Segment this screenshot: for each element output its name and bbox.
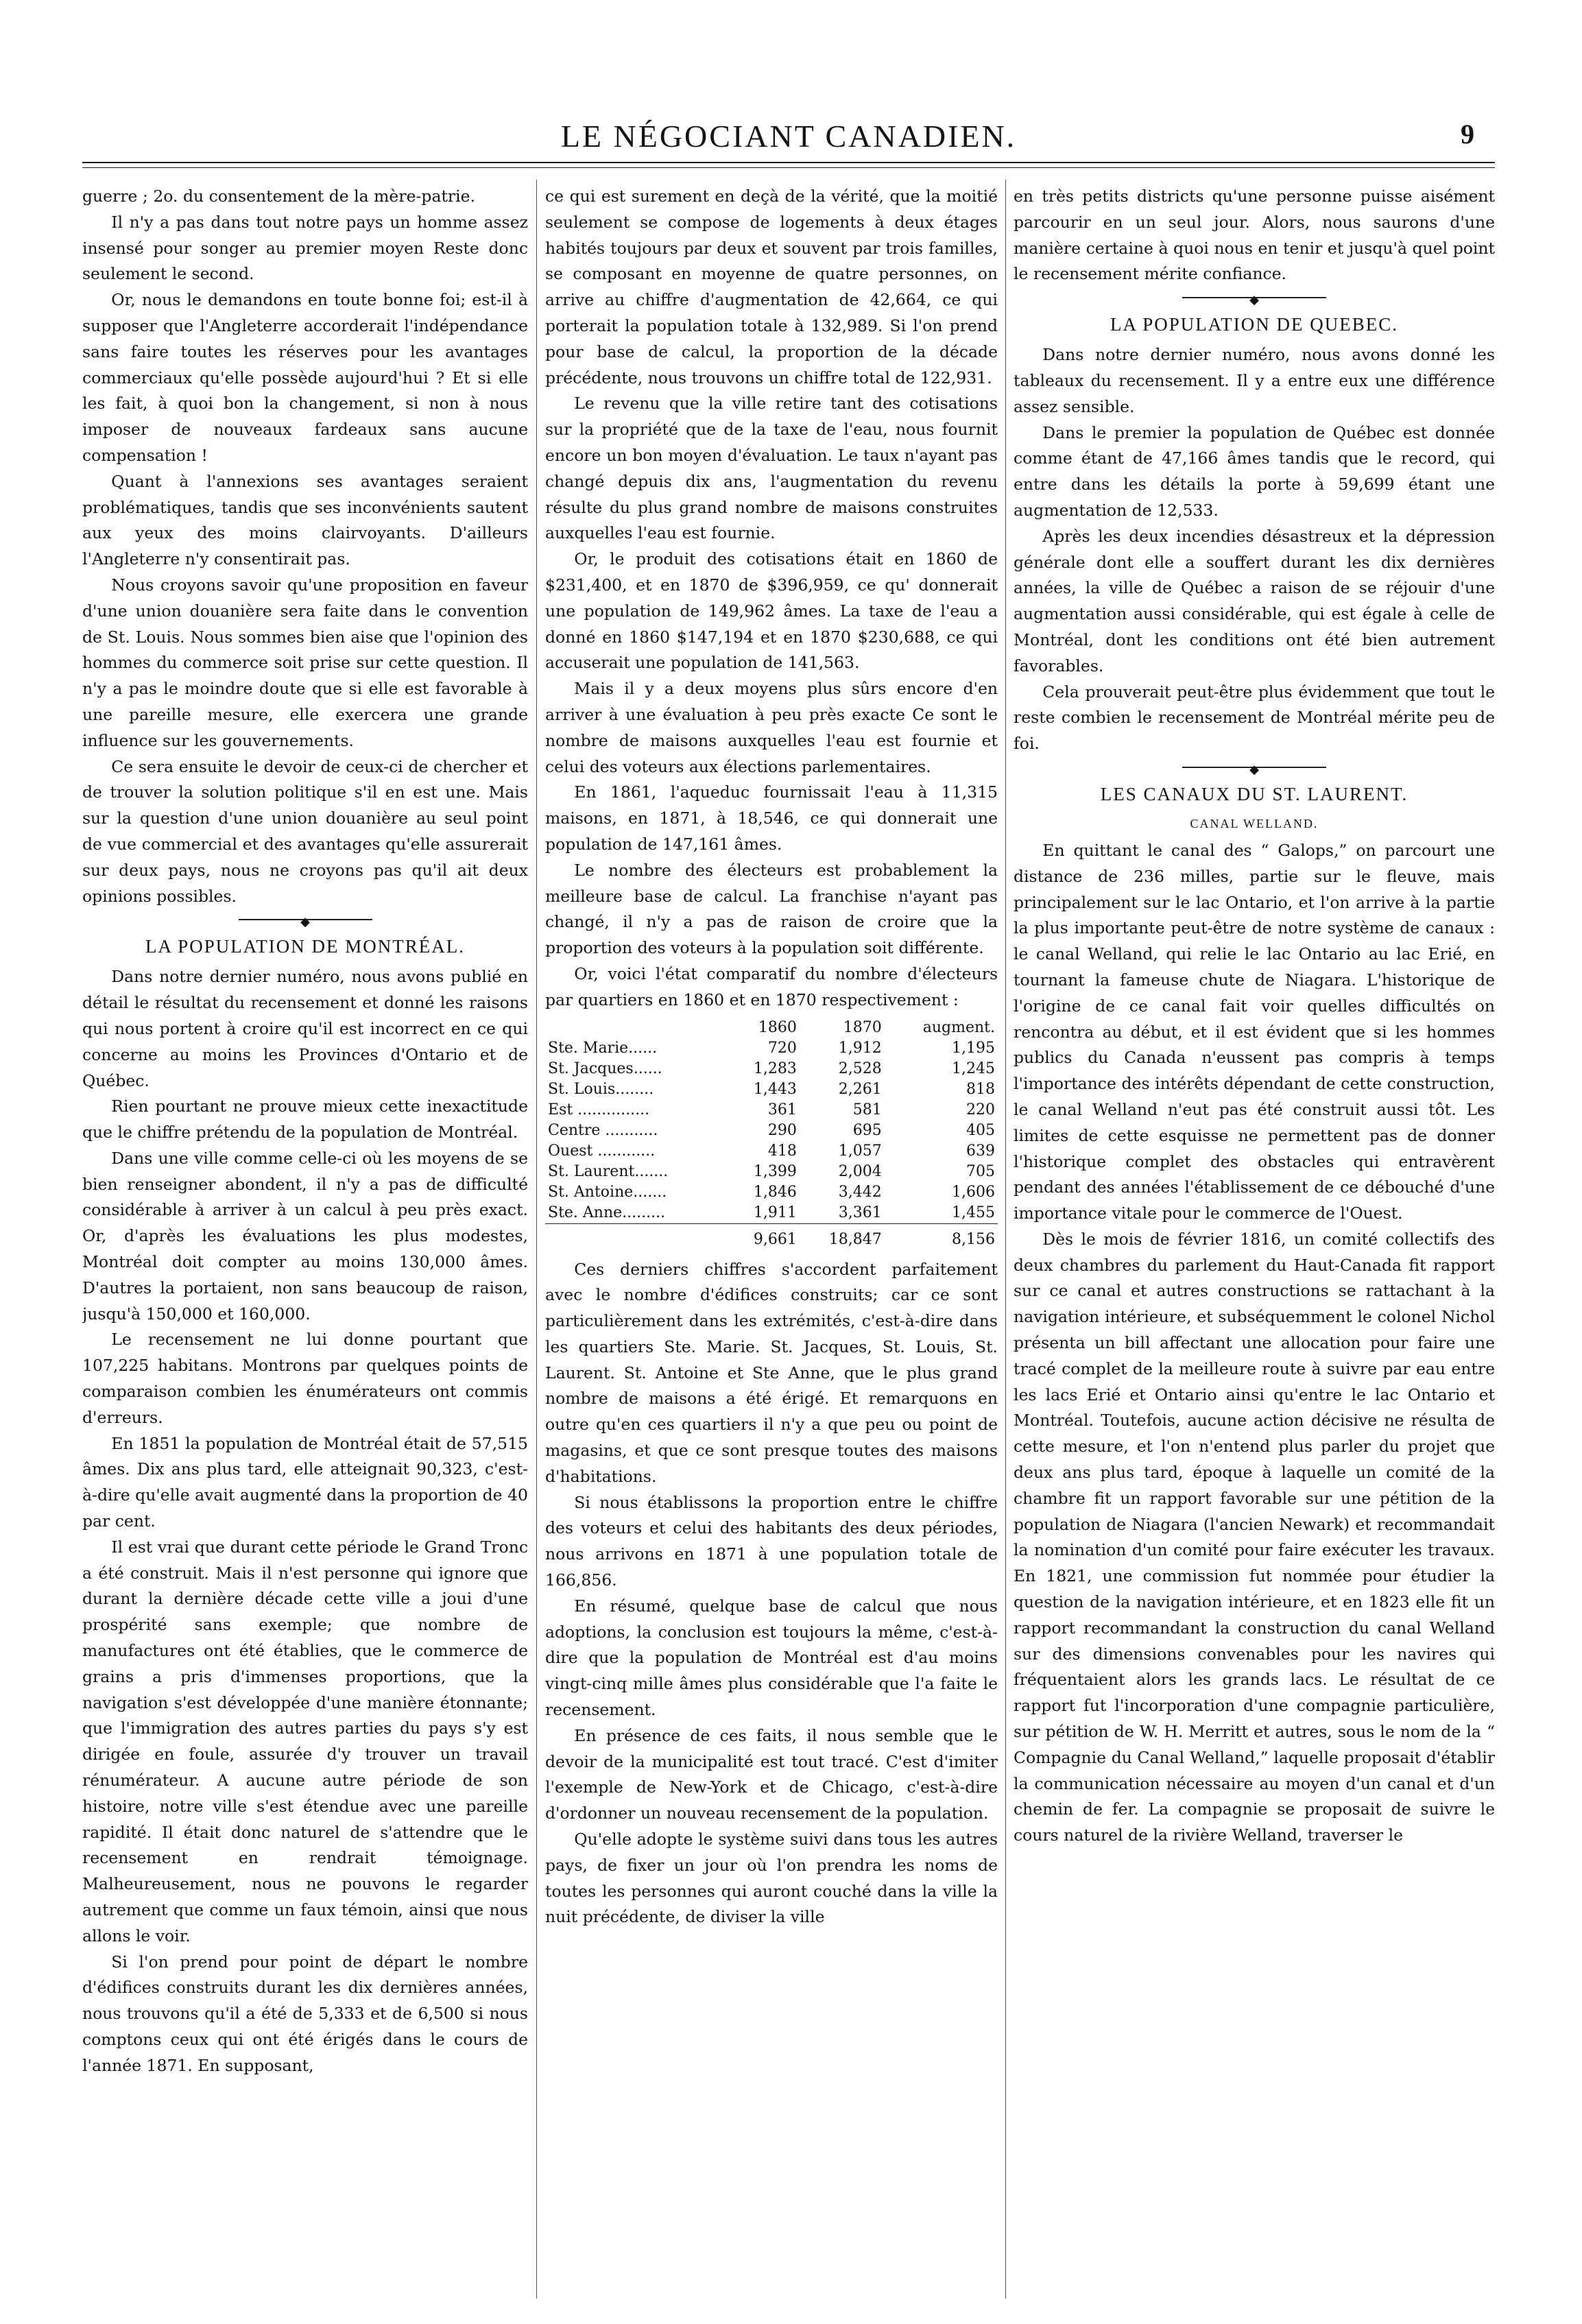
paragraph: Le recensement ne lui donne pourtant que 107,225 habitans. Montrons par quelques points de comparaison combien les énumérateurs ont commis d'erreurs. — [82, 1330, 528, 1427]
subsection-heading: CANAL WELLAND. — [1190, 816, 1319, 830]
paragraph: Il n'y a pas dans tout notre pays un homme assez insensé pour songer au premier moyen Reste donc seulement le second. — [82, 212, 528, 284]
table-cell: 361 — [767, 1101, 797, 1118]
paragraph: Or, voici l'état comparatif du nombre d'électeurs par quartiers en 1860 et en 1870 respectivement : — [545, 963, 998, 1009]
table-cell — [545, 1223, 728, 1250]
electors-table — [545, 1018, 998, 1250]
page-number: 9 — [1461, 119, 1474, 149]
table-cell: Est ............... — [548, 1101, 650, 1118]
table-row — [545, 1038, 998, 1059]
table-cell: 639 — [966, 1142, 995, 1160]
paragraph: Nous croyons savoir qu'une proposition en faveur d'une union douanière sera faite dans le convention de St. Louis. Nous sommes bien aise que l'opinion des hommes du commerce soit prise sur cette question. Il n'y a pas le moindre doute que si elle est favorable à une pareille mesure, elle exercera une grande influence sur les gouvernements. — [82, 575, 528, 750]
paragraph: Mais il y a deux moyens plus sûrs encore d'en arriver à une évaluation à peu près exacte Ce sont le nombre de maisons auxquelles l'eau est fournie et celui des voteurs aux élections parlementaires. — [545, 679, 998, 776]
table-cell: 290 — [767, 1121, 797, 1139]
paragraph: Il est vrai que durant cette période le Grand Tronc a été construit. Mais il n'est personne qui ignore que durant la dernière décade cette ville a joui d'une prospérité sans exemple; que nombre de manufactures ont été établies, que le commerce de grains a pris d'immenses proportions, que la navigation s'est développée d'une manière étonnante; que l'immigration des autres parties du pays s'y est dirigée en foule, assurée d'y trouver un travail rénumérateur. A aucune autre période de son histoire, notre ville s'est étendue avec une pareille rapidité. Il était donc naturel de s'attendre que le recensement en rendrait témoignage. Malheureusement, nous ne pouvons le regarder autrement que comme un faux témoin, ainsi que nous allons le voir. — [82, 1537, 528, 1945]
table-cell: 220 — [966, 1101, 995, 1118]
table-cell: 1,443 — [753, 1080, 797, 1098]
paragraph: Le revenu que la ville retire tant des cotisations sur la propriété que de la taxe de l'eau, nous fournit encore un bon moyen d'évaluation. Le taux n'ayant pas changé depuis dix ans, l'augmentation du revenu résulte du plus grand nombre de maisons construites auxquelles l'eau est fournie. — [545, 394, 998, 543]
paragraph: Quant à l'annexions ses avantages seraient problématiques, tandis que ses inconvénients sautent aux yeux des moins clairvoyants. D'ailleurs l'Angleterre n'y consentirait pas. — [82, 471, 528, 569]
table-row — [545, 1059, 998, 1079]
table-cell: 1,911 — [753, 1203, 797, 1221]
table-cell: 405 — [966, 1121, 995, 1139]
table-cell: 2,261 — [838, 1080, 882, 1098]
paragraph: Or, le produit des cotisations était en 1860 de $231,400, et en 1870 de $396,959, ce qu' donnerait une population de 149,962 âmes. La taxe de l'eau a donné en 1860 $147,194 et en 1870 $230,688, ce qui accuserait une population de 141,563. — [545, 549, 998, 673]
section-separator — [1014, 287, 1495, 308]
table-cell: 1,245 — [952, 1059, 995, 1077]
table-cell: 705 — [966, 1162, 995, 1180]
paragraph: En 1861, l'aqueduc fournissait l'eau à 11,315 maisons, en 1871, à 18,546, ce qui donnerait une population de 147,161 âmes. — [545, 782, 998, 854]
table-cell: Ste. Anne......... — [548, 1203, 666, 1221]
table-cell: St. Laurent....... — [548, 1162, 669, 1180]
table-cell: 1,455 — [952, 1203, 995, 1221]
table-cell: 1,606 — [952, 1183, 995, 1201]
table-header: 1860 — [758, 1018, 797, 1036]
table-row — [545, 1141, 998, 1162]
paragraph: En résumé, quelque base de calcul que nous adoptions, la conclusion est toujours la même, c'est-à-dire que la population de Montréal est d'au moins vingt-cinq mille âmes plus considérable que l'a faite le recensement. — [545, 1596, 998, 1720]
paragraph: Si l'on prend pour point de départ le nombre d'édifices construits durant les dix dernières années, nous trouvons qu'il a été de 5,333 et de 6,500 si nous comptons ceux qui ont été érigés dans le cours de l'année 1871. En supposant, — [82, 1952, 528, 2075]
paragraph: En 1851 la population de Montréal était de 57,515 âmes. Dix ans plus tard, elle atteignait 90,323, c'est-à-dire qu'elle avait augmenté dans la proportion de 40 par cent. — [82, 1433, 528, 1531]
column-3 — [1014, 184, 1495, 2303]
table-cell: 1,912 — [838, 1039, 882, 1057]
table-cell: 1,399 — [753, 1162, 797, 1180]
table-cell: 8,156 — [885, 1223, 998, 1250]
table-cell: 1,283 — [753, 1059, 797, 1077]
paragraph: Le nombre des électeurs est probablement la meilleure base de calcul. La franchise n'ayant pas changé, il n'y a pas de raison de croire que la proportion des voteurs à la population soit différente. — [545, 860, 998, 958]
table-cell: 2,528 — [838, 1059, 882, 1077]
section-separator — [1014, 757, 1495, 778]
table-header-row — [545, 1018, 998, 1038]
table-row — [545, 1100, 998, 1121]
table-cell: 2,004 — [838, 1162, 882, 1180]
paragraph: guerre ; 2o. du consentement de la mère-patrie. — [82, 187, 476, 206]
table-header — [545, 1018, 728, 1038]
table-total-row — [545, 1223, 998, 1250]
section-heading: LA POPULATION DE QUEBEC. — [1110, 314, 1398, 335]
column-1 — [82, 184, 528, 2303]
table-cell: St. Jacques...... — [548, 1059, 662, 1077]
table-cell: 418 — [767, 1142, 797, 1160]
paragraph: Qu'elle adopte le système suivi dans tous les autres pays, de fixer un jour où l'on prendra les noms de toutes les personnes qui auront couché dans la ville la nuit précédente, de diviser la ville — [545, 1830, 998, 1927]
table-cell: 818 — [966, 1080, 995, 1098]
table-cell: St. Antoine....... — [548, 1183, 667, 1201]
paragraph: Dans notre dernier numéro, nous avons publié en détail le résultat du recensement et donné les raisons qui nous portent à croire qu'il est incorrect en ce qui concerne au moins les Provinces d'Ontario et de Québec. — [82, 967, 528, 1090]
table-cell: 18,847 — [800, 1223, 885, 1250]
section-heading: LES CANAUX DU ST. LAURENT. — [1100, 783, 1409, 804]
table-header: augment. — [922, 1018, 995, 1036]
table-cell: 1,195 — [952, 1039, 995, 1057]
table-cell: 3,442 — [838, 1183, 882, 1201]
table-cell: Centre ........... — [548, 1121, 658, 1139]
column-divider — [536, 180, 537, 2299]
column-divider — [1005, 180, 1006, 2299]
paragraph: Si nous établissons la proportion entre le chiffre des voteurs et celui des habitants des deux périodes, nous arrivons en 1871 à une population totale de 166,856. — [545, 1492, 998, 1590]
paragraph: Dans le premier la population de Québec est donnée comme étant de 47,166 âmes tandis que le record, qui entre dans les détails la porte à 59,699 étant une augmentation de 12,533. — [1014, 422, 1495, 520]
paragraph: Dès le mois de février 1816, un comité collectifs des deux chambres du parlement du Haut-Canada fit rapport sur ce canal et autres constructions se rattachant à la navigation intérieure, et subséquemment le colonel Nichol présenta un bill affectant une allocation pour faire une tracé complet de la meilleure route à suivre par eau entre les lacs Erié et Ontario ainsi qu'entre le lac Ontario et Montréal. Toutefois, aucune action décisive ne résulta de cette mesure, et l'on n'entend plus parler du projet que deux ans plus tard, époque à laquelle un comité de la chambre fit un rapport favorable sur une pétition de la population de Niagara (l'ancien Newark) et recommandait la nomination d'un comité pour faire exécuter les travaux. En 1821, une commission fut nommée pour étudier la question de la navigation intérieure, et en 1823 elle fit un rapport recommandant la construction du canal Welland sur des dimensions convenables pour les navires qui fréquentaient alors les grands lacs. Le résultat de ce rapport fut l'incorporation d'une compagnie particulière, sur pétition de W. H. Merritt et autres, sous le nom de la “ Compagnie du Canal Welland,” laquelle proposait d'établir la communication nécessaire au moyen d'un canal et d'un chemin de fer. La compagnie se proposait de suivre le cours naturel de la rivière Welland, traverser le — [1014, 1229, 1495, 1845]
table-row — [545, 1121, 998, 1141]
table-cell: Ste. Marie...... — [548, 1039, 658, 1057]
header-rule-thin — [82, 167, 1495, 168]
paragraph: En présence de ces faits, il nous semble que le devoir de la municipalité est tout tracé. C'est d'imiter l'exemple de New-York et de Chicago, c'est-à-dire d'ordonner un nouveau recensement de la population. — [545, 1725, 998, 1823]
paragraph: Cela prouverait peut-être plus évidemment que tout le reste combien le recensement de Montréal mérite peu de foi. — [1014, 682, 1495, 754]
paragraph: En quittant le canal des “ Galops,” on parcourt une distance de 236 milles, partie sur le fleuve, mais principalement sur le lac Ontario, et l'on arrive à la partie la plus importante peut-être de notre système de canaux : le canal Welland, qui relie le lac Ontario au lac Erié, en tournant la fameuse chute de Niagara. L'historique de l'origine de ce canal fait voir quelles difficultés on rencontra au début, et il est évident que si les hommes publics du Canada n'eussent pas compris à temps l'importance des intérêts dépendant de cette construction, le canal Welland n'eut pas été construit aussi tôt. Les limites de cette esquisse ne permettent pas de donner l'historique complet des obstacles qui entravèrent pendant des années l'établissement de ce débouché d'une importance vitale pour le commerce de l'Ouest. — [1014, 840, 1495, 1223]
table-cell: 695 — [852, 1121, 882, 1139]
newspaper-title: LE NÉGOCIANT CANADIEN. — [560, 119, 1017, 154]
table-header: 1870 — [843, 1018, 882, 1036]
table-row — [545, 1162, 998, 1182]
table-cell: 720 — [767, 1039, 797, 1057]
table-cell: 9,661 — [728, 1223, 800, 1250]
column-2 — [545, 184, 998, 2303]
paragraph: Dans une ville comme celle-ci où les moyens de se bien renseigner abondent, il n'y a pas de difficulté considérable à arriver à un calcul à peu près exact. Or, d'après les évaluations les plus modestes, Montréal doit compter au moins 130,000 âmes. D'autres la portaient, non sans beaucoup de raison, jusqu'à 150,000 et 160,000. — [82, 1148, 528, 1323]
table-cell: St. Louis........ — [548, 1080, 654, 1098]
section-heading: LA POPULATION DE MONTRÉAL. — [145, 936, 465, 957]
paragraph: Rien pourtant ne prouve mieux cette inexactitude que le chiffre prétendu de la population de Montréal. — [82, 1097, 528, 1142]
paragraph: ce qui est surement en deçà de la vérité, que la moitié seulement se compose de logements à deux étages habités toujours par deux et souvent par trois familles, se composant en moyenne de quatre personnes, on arrive au chiffre d'augmentation de 42,664, ce qui porterait la population totale à 132,989. Si l'on prend pour base de calcul, la proportion de la décade précédente, nous trouvons un chiffre total de 122,931. — [545, 187, 998, 387]
table-cell: 3,361 — [838, 1203, 882, 1221]
page-header — [82, 118, 1495, 163]
table-cell: 581 — [852, 1101, 882, 1118]
paragraph: Dans notre dernier numéro, nous avons donné les tableaux du recensement. Il y a entre eux une différence assez sensible. — [1014, 345, 1495, 416]
table-cell: Ouest ............ — [548, 1142, 656, 1160]
table-row — [545, 1203, 998, 1224]
paragraph: Ce sera ensuite le devoir de ceux-ci de chercher et de trouver la solution politique s'il en est une. Mais sur la question d'une union douanière au seul point de vue commercial et des avantages qu'elle assurerait sur deux pays, nous ne croyons pas qu'il ait deux opinions possibles. — [82, 756, 528, 906]
paragraph: Or, nous le demandons en toute bonne foi; est-il à supposer que l'Angleterre accorderait l'indépendance sans faire toutes les réserves pour les avantages commerciaux qu'elle possède aujourd'hui ? Et si elle les fait, à quoi bon la changement, si non à nous imposer de nouveaux fardeaux sans aucune compensation ! — [82, 290, 528, 465]
table-row — [545, 1182, 998, 1203]
table-row — [545, 1079, 998, 1100]
table-cell: 1,846 — [753, 1183, 797, 1201]
paragraph: Ces derniers chiffres s'accordent parfaitement avec le nombre d'édifices construits; car ce sont particulièrement dans les extrémités, c'est-à-dire dans les quartiers Ste. Marie. St. Jacques, St. Louis, St. Laurent. St. Antoine et Ste Anne, que le plus grand nombre de maisons a été érigé. Et remarquons en outre qu'en ces quartiers il n'y a que peu ou point de magasins, et que ce sont presque toutes des maisons d'habitations. — [545, 1259, 998, 1486]
section-separator — [82, 909, 528, 930]
paragraph: Après les deux incendies désastreux et la dépression générale dont elle a souffert durant les dix dernières années, la ville de Québec a raison de se réjouir d'une augmentation aussi considérable, qui est égale à celle de Montréal, dont les conditions ont été bien autrement favorables. — [1014, 526, 1495, 675]
paragraph: en très petits districts qu'une personne puisse aisément parcourir en un seul jour. Alors, nous saurons d'une manière certaine à quoi nous en tenir et jusqu'à quel point le recensement mérite confiance. — [1014, 187, 1495, 284]
header-rule — [82, 162, 1495, 163]
table-cell: 1,057 — [838, 1142, 882, 1160]
